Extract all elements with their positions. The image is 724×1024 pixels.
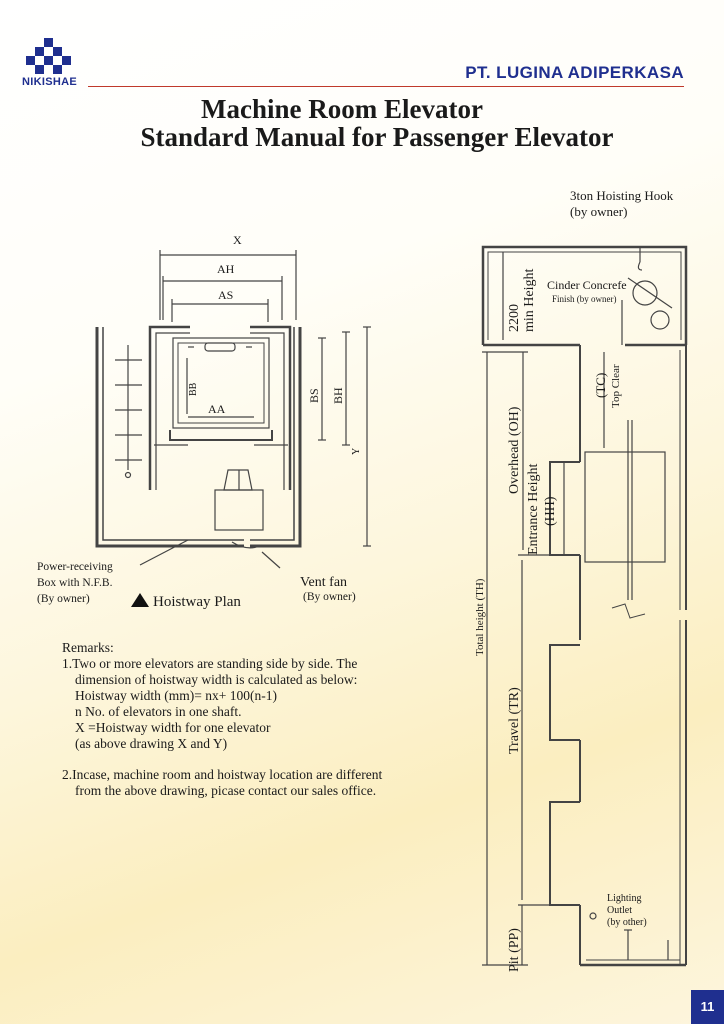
dim-as-label: AS <box>218 288 234 302</box>
remark-1-line-4: n No. of elevators in one shaft. <box>75 704 242 719</box>
remark-1-line-3: Hoistway width (mm)= nx+ 100(n-1) <box>75 688 277 703</box>
power-box-label-3: (By owner) <box>37 593 90 605</box>
mr-height-label: min Height <box>522 268 537 332</box>
brand-name: NIKISHAE <box>22 76 77 88</box>
vent-fan-label: Vent fan <box>300 575 348 590</box>
company-name: PT. LUGINA ADIPERKASA <box>465 63 684 82</box>
lighting-outlet-label-2: Outlet <box>607 905 632 916</box>
lighting-outlet-label-1: Lighting <box>607 893 642 904</box>
dim-x-label: X <box>233 233 242 247</box>
remark-1-line-1: 1.Two or more elevators are standing side by side. The <box>62 656 358 671</box>
remark-2-line-2: from the above drawing, picase contact our sales office. <box>75 783 377 798</box>
entrance-height-label: Entrance Height <box>526 463 541 555</box>
hoistway-plan-caption: Hoistway Plan <box>153 594 241 610</box>
dim-bb-label: BB <box>188 382 199 396</box>
remarks-heading: Remarks: <box>62 640 114 655</box>
dim-y-label: Y <box>351 447 362 455</box>
remark-1-line-6: (as above drawing X and Y) <box>75 736 228 751</box>
page-title-line2: Standard Manual for Passenger Elevator <box>140 122 614 152</box>
lighting-outlet-label-3: (by other) <box>607 917 647 928</box>
travel-label: Travel (TR) <box>507 687 522 754</box>
power-box-label-1: Power-receiving <box>37 561 113 573</box>
dim-ah-label: AH <box>217 262 235 276</box>
top-clear-abbr: (TC) <box>593 372 608 398</box>
total-height-label: Total height (TH) <box>474 578 486 656</box>
hoisting-hook-owner-label: (by owner) <box>570 204 628 219</box>
dim-bh-label: BH <box>331 387 345 404</box>
cinder-concrete-label: Cinder Concrefe <box>547 278 627 292</box>
mr-height-value: 2200 <box>507 304 522 332</box>
pit-label: Pit (PP) <box>507 928 522 972</box>
page-number: 11 <box>691 990 724 1024</box>
vent-fan-owner-label: (By owner) <box>303 591 356 603</box>
hoisting-hook-label: 3ton Hoisting Hook <box>570 188 674 203</box>
cinder-finish-label: Finish (by owner) <box>552 294 617 304</box>
overhead-label: Overhead (OH) <box>507 406 522 494</box>
dim-bs-label: BS <box>307 388 321 403</box>
entrance-height-abbr: (HH) <box>543 496 558 526</box>
power-box-label-2: Box with N.F.B. <box>37 577 113 589</box>
remark-2-line-1: 2.Incase, machine room and hoistway location are different <box>62 767 383 782</box>
page-title-line1: Machine Room Elevator <box>201 94 483 124</box>
top-clear-label: Top Clear <box>610 364 622 408</box>
remark-1-line-5: X =Hoistway width for one elevator <box>75 720 271 735</box>
dim-aa-label: AA <box>208 402 226 416</box>
remark-1-line-2: dimension of hoistway width is calculated as below: <box>75 672 358 687</box>
remarks-block <box>62 640 442 799</box>
